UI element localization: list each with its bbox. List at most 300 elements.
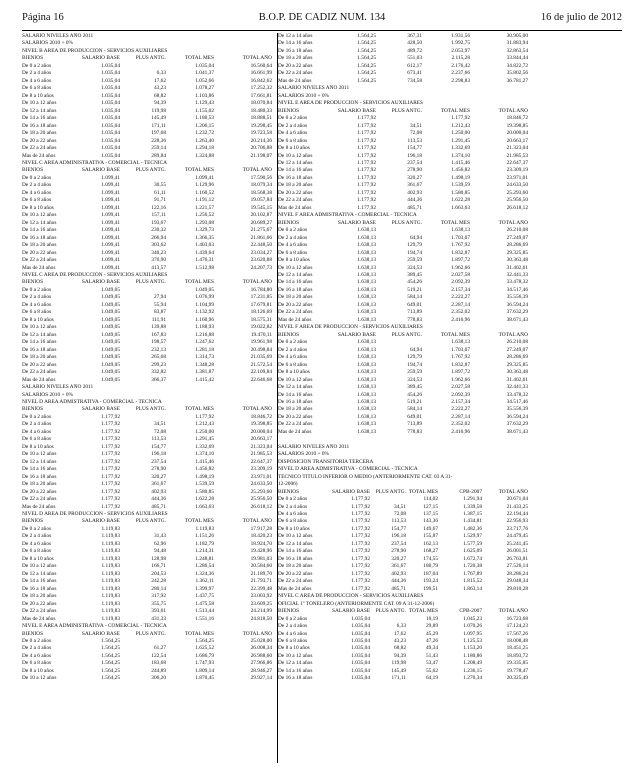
row-label: De 2 a 4 años bbox=[22, 294, 52, 301]
table-row bbox=[278, 518, 534, 525]
cell-value: PLUS ANTG. bbox=[135, 406, 166, 413]
cell-value: 94,39 bbox=[153, 100, 166, 107]
cell-value: 17.231,85 bbox=[250, 294, 272, 301]
table-row bbox=[278, 571, 534, 578]
cell-value: 1.177,92 bbox=[351, 518, 370, 525]
cell-value: 1.035,04 bbox=[101, 122, 120, 129]
cell-value: 278,90 bbox=[391, 548, 406, 555]
cell-value: 49,34 bbox=[425, 645, 438, 652]
table-row bbox=[22, 138, 278, 145]
cell-value: 32.441,33 bbox=[506, 384, 528, 391]
cell-value: 649,01 bbox=[407, 413, 422, 420]
table-row bbox=[278, 197, 534, 204]
cell-value: 266,94 bbox=[151, 234, 166, 241]
cell-value: 21.793,71 bbox=[250, 578, 272, 585]
cell-value: 21.275,67 bbox=[250, 227, 272, 234]
cell-value: 1.374,10 bbox=[451, 152, 470, 159]
table-header-row bbox=[278, 108, 534, 115]
cell-value: 324,53 bbox=[407, 376, 422, 383]
row-label: De 6 a 8 años bbox=[278, 637, 308, 644]
cell-value: 306,20 bbox=[151, 675, 166, 682]
table-row bbox=[22, 227, 278, 234]
row-label: De 12 a 14 años bbox=[22, 219, 57, 226]
table-row bbox=[22, 324, 278, 331]
cell-value: 37.632,29 bbox=[506, 421, 528, 428]
cell-value: 1.622,28 bbox=[451, 197, 470, 204]
cell-value: 1.125,53 bbox=[463, 637, 482, 644]
cell-value: 21.189,70 bbox=[250, 570, 272, 577]
cell-value: 317,92 bbox=[151, 593, 166, 600]
cell-value: TOTAL MES bbox=[184, 167, 214, 174]
cell-value: 1.286,54 bbox=[195, 563, 214, 570]
table-row bbox=[22, 675, 278, 682]
cell-value: 1.132,92 bbox=[195, 309, 214, 316]
cell-value: 1.387,15 bbox=[463, 511, 482, 517]
row-label: De 4 a 6 años bbox=[22, 301, 52, 308]
cell-value: 17,62 bbox=[393, 630, 406, 637]
cell-value: 1.498,19 bbox=[195, 473, 214, 480]
cell-value: 26.008,34 bbox=[250, 645, 272, 652]
cell-value: 51,43 bbox=[425, 652, 438, 659]
table-row bbox=[278, 302, 534, 309]
cell-value: 1.564,25 bbox=[101, 660, 120, 667]
table-row bbox=[22, 504, 278, 511]
cell-value: SALARIO BASE bbox=[337, 107, 376, 114]
cell-value: TOTAL MES bbox=[184, 55, 214, 62]
table-row bbox=[278, 205, 534, 212]
cell-value: 1.498,19 bbox=[451, 174, 470, 181]
row-label: BIENIOS bbox=[278, 331, 300, 338]
section-text: NIVEL E AREA DE PRODUCCION - SERVICIOS AUXILIARES bbox=[278, 100, 423, 107]
table-row bbox=[22, 302, 278, 309]
row-label: De 4 a 6 años bbox=[278, 630, 308, 637]
cell-value: 2.298,83 bbox=[451, 77, 470, 84]
cell-value: 17.679,81 bbox=[250, 301, 272, 308]
cell-value: 21.323,04 bbox=[250, 443, 272, 450]
cell-value: 1.212,43 bbox=[451, 122, 470, 129]
cell-value: 29.810,28 bbox=[506, 585, 528, 592]
cell-value: 2.237,66 bbox=[451, 70, 470, 77]
cell-value: 1.035,04 bbox=[101, 137, 120, 144]
table-row bbox=[22, 287, 278, 294]
cell-value: 1.809,14 bbox=[195, 667, 214, 674]
cell-value: PLUS ANTG. bbox=[135, 279, 166, 286]
cell-value: 1.049,05 bbox=[101, 369, 120, 376]
cell-value: 30,55 bbox=[153, 182, 166, 189]
cell-value: 20.689,27 bbox=[250, 219, 272, 226]
cell-value: 1.263,40 bbox=[195, 137, 214, 144]
text-line bbox=[278, 212, 534, 219]
table-row bbox=[278, 369, 534, 376]
cell-value: 1.177,92 bbox=[101, 451, 120, 458]
cell-value: 1.119,83 bbox=[101, 593, 120, 600]
cell-value: 1.214,31 bbox=[195, 548, 214, 555]
row-label: De 18 a 20 años bbox=[278, 55, 313, 62]
cell-value: 1.625,09 bbox=[463, 548, 482, 555]
table-row bbox=[22, 436, 278, 443]
table-row bbox=[278, 160, 534, 167]
cell-value: 21.198,07 bbox=[250, 152, 272, 159]
cell-value: 673,41 bbox=[407, 70, 422, 77]
cell-value: 1.564,25 bbox=[195, 637, 214, 644]
cell-value: TOTAL AÑO bbox=[498, 608, 528, 615]
table-row bbox=[22, 444, 278, 451]
cell-value: TOTAL AÑO bbox=[242, 630, 272, 637]
table-row bbox=[22, 459, 278, 466]
cell-value: 1.767,92 bbox=[451, 242, 470, 249]
cell-value: 17.124,23 bbox=[506, 623, 528, 630]
cell-value: 1.206,15 bbox=[195, 122, 214, 129]
cell-value: 18.451,25 bbox=[506, 645, 528, 652]
row-label: De 4 a 6 años bbox=[278, 242, 308, 249]
cell-value: 19.398,85 bbox=[506, 122, 528, 129]
cell-value: 119,98 bbox=[391, 660, 406, 667]
row-label: De 6 a 8 años bbox=[22, 85, 52, 92]
cell-value: 1.475,58 bbox=[195, 600, 214, 607]
cell-value: 303,62 bbox=[151, 242, 166, 249]
cell-value: 1.221,57 bbox=[195, 204, 214, 211]
table-row bbox=[22, 130, 278, 137]
row-label: De 6 a 8 años bbox=[22, 660, 52, 667]
cell-value: 27.966,86 bbox=[250, 660, 272, 667]
cell-value: 2.222,27 bbox=[451, 294, 470, 301]
row-label: De 10 a 12 años bbox=[22, 675, 57, 682]
cell-value: TOTAL AÑO bbox=[242, 279, 272, 286]
cell-value: 29.325,85 bbox=[506, 249, 528, 256]
table-header-row bbox=[278, 220, 534, 227]
cell-value: 20.584,60 bbox=[250, 563, 272, 570]
table-row bbox=[22, 205, 278, 212]
cell-value: 1.638,13 bbox=[357, 421, 376, 428]
cell-value: 26.001,51 bbox=[506, 548, 528, 555]
table-row bbox=[278, 623, 534, 630]
cell-value: 1.897,72 bbox=[451, 369, 470, 376]
cell-value: CPB-2007 bbox=[459, 608, 482, 615]
cell-value: 23.309,19 bbox=[506, 167, 528, 174]
row-label: De 8 a 10 años bbox=[278, 525, 310, 532]
table-row bbox=[22, 414, 278, 421]
cell-value: 194,74 bbox=[407, 361, 422, 368]
row-label: De 18 a 20 años bbox=[278, 563, 313, 570]
row-label: De 4 a 6 años bbox=[22, 652, 52, 659]
cell-value: 1.035,04 bbox=[351, 667, 370, 674]
cell-value: 23.609,25 bbox=[250, 600, 272, 607]
cell-value: TOTAL MES bbox=[184, 406, 214, 413]
cell-value: SALARIO BASE bbox=[81, 279, 120, 286]
cell-value: 30.363,48 bbox=[506, 257, 528, 264]
table-row bbox=[278, 167, 534, 174]
row-label: De 8 a 10 años bbox=[22, 92, 54, 99]
table-row bbox=[22, 496, 278, 503]
table-header-row bbox=[22, 406, 278, 413]
cell-value: 1.638,13 bbox=[357, 294, 376, 301]
table-row bbox=[22, 586, 278, 593]
cell-value: 34,51 bbox=[393, 503, 406, 510]
cell-value: 1.456,82 bbox=[451, 167, 470, 174]
row-label: De 22 a 24 años bbox=[22, 608, 57, 615]
cell-value: 1.177,92 bbox=[101, 488, 120, 495]
cell-value: 1.049,05 bbox=[195, 286, 214, 293]
table-row bbox=[278, 616, 534, 623]
cell-value: 1.897,72 bbox=[451, 257, 470, 264]
cell-value: 1.638,13 bbox=[357, 354, 376, 361]
table-row bbox=[278, 504, 534, 511]
cell-value: 1.962,66 bbox=[451, 376, 470, 383]
text-line bbox=[22, 40, 278, 47]
cell-value: 259,14 bbox=[151, 145, 166, 152]
row-label: De 6 a 8 años bbox=[278, 249, 308, 256]
cell-value: 584,14 bbox=[407, 406, 422, 413]
cell-value: 1.248,81 bbox=[195, 555, 214, 562]
row-label: Mas de 24 años bbox=[278, 204, 312, 211]
cell-value: 1.119,83 bbox=[101, 578, 120, 585]
text-line bbox=[278, 324, 534, 331]
cell-value: 361,67 bbox=[151, 481, 166, 488]
cell-value: 1.099,41 bbox=[101, 264, 120, 271]
section-text: SALARIO NIVELES AÑO 2011 bbox=[278, 443, 350, 450]
row-label: BIENIOS bbox=[278, 107, 300, 114]
cell-value: SALARIO BASE bbox=[81, 406, 120, 413]
cell-value: 196,18 bbox=[407, 152, 422, 159]
table-row bbox=[22, 362, 278, 369]
cell-value: 1.638,13 bbox=[451, 339, 470, 346]
row-label: De 12 a 14 años bbox=[278, 660, 313, 667]
cell-value: 1.119,83 bbox=[101, 615, 120, 622]
cell-value: 1.153,20 bbox=[463, 645, 482, 652]
right-column bbox=[278, 33, 534, 763]
cell-value: TOTAL AÑO bbox=[498, 107, 528, 114]
cell-value: 2.287,14 bbox=[451, 301, 470, 308]
cell-value: 1.437,75 bbox=[195, 593, 214, 600]
cell-value: 1.564,25 bbox=[101, 667, 120, 674]
cell-value: 485,71 bbox=[407, 204, 422, 211]
cell-value: TOTAL MES bbox=[184, 518, 214, 525]
cell-value: TOTAL MES bbox=[408, 488, 438, 495]
cell-value: 1.638,13 bbox=[357, 309, 376, 316]
row-label: De 6 a 8 años bbox=[22, 197, 52, 204]
table-row bbox=[22, 533, 278, 540]
table-row bbox=[22, 593, 278, 600]
cell-value: 64,94 bbox=[409, 346, 422, 353]
row-label: De 12 a 14 años bbox=[278, 384, 313, 391]
cell-value: 1.099,41 bbox=[195, 174, 214, 181]
row-label: De 6 a 8 años bbox=[22, 548, 52, 555]
cell-value: 1.049,05 bbox=[101, 339, 120, 346]
cell-value: 237,54 bbox=[151, 458, 166, 465]
cell-value: 454,26 bbox=[407, 279, 422, 286]
row-label: De 0 a 2 años bbox=[278, 115, 308, 122]
cell-value: 1.434,81 bbox=[463, 518, 482, 525]
row-label: De 18 a 20 años bbox=[22, 354, 57, 361]
cell-value: 1.324,36 bbox=[195, 570, 214, 577]
cell-value: 1.177,92 bbox=[101, 421, 120, 428]
cell-value: 1.049,05 bbox=[101, 316, 120, 323]
table-row bbox=[22, 660, 278, 667]
cell-value: 431,33 bbox=[151, 615, 166, 622]
cell-value: PLUS ANTG. bbox=[375, 488, 406, 495]
table-row bbox=[278, 257, 534, 264]
cell-value: 1.035,04 bbox=[351, 660, 370, 667]
cell-value: PLUS ANTG. bbox=[375, 608, 406, 615]
cell-value: 584,14 bbox=[407, 294, 422, 301]
table-row bbox=[22, 451, 278, 458]
cell-value: 35.556,39 bbox=[506, 294, 528, 301]
table-row bbox=[278, 294, 534, 301]
table-row bbox=[22, 578, 278, 585]
row-label: De 10 a 12 años bbox=[278, 264, 313, 271]
cell-value: 21.572,54 bbox=[250, 361, 272, 368]
row-label: Mas de 24 años bbox=[22, 264, 56, 271]
table-row bbox=[278, 563, 534, 570]
cell-value: 2.157,34 bbox=[451, 286, 470, 293]
row-label: De 0 a 2 años bbox=[22, 286, 52, 293]
cell-value: 259,59 bbox=[407, 257, 422, 264]
cell-value: 1.177,92 bbox=[101, 413, 120, 420]
cell-value: 21.035,69 bbox=[250, 354, 272, 361]
cell-value: 162,13 bbox=[423, 540, 438, 547]
cell-value: 127,15 bbox=[423, 503, 438, 510]
cell-value: 1.703,07 bbox=[451, 346, 470, 353]
cell-value: 34,51 bbox=[153, 421, 166, 428]
cell-value: 1.049,05 bbox=[101, 376, 120, 383]
cell-value: 194,74 bbox=[407, 249, 422, 256]
row-label: De 22 a 24 años bbox=[278, 70, 313, 77]
cell-value: 1.035,04 bbox=[101, 70, 120, 77]
cell-value: 1.622,28 bbox=[195, 496, 214, 503]
cell-value: 26.988,60 bbox=[250, 652, 272, 659]
cell-value: 1.188,93 bbox=[195, 324, 214, 331]
cell-value: 1.099,41 bbox=[101, 257, 120, 264]
table-row bbox=[278, 406, 534, 413]
cell-value: 1.270,34 bbox=[463, 675, 482, 682]
row-label: De 12 a 14 años bbox=[22, 107, 57, 114]
cell-value: 1.177,92 bbox=[351, 555, 370, 562]
table-row bbox=[278, 377, 534, 384]
cell-value: 1.099,41 bbox=[101, 249, 120, 256]
table-row bbox=[22, 608, 278, 615]
row-label: De 4 a 6 años bbox=[22, 189, 52, 196]
cell-value: 1.119,83 bbox=[101, 555, 120, 562]
row-label: De 0 a 2 años bbox=[278, 496, 308, 503]
cell-value: 444,36 bbox=[391, 578, 406, 585]
cell-value: 18.846,72 bbox=[506, 115, 528, 122]
cell-value: 1.035,04 bbox=[101, 145, 120, 152]
row-label: De 14 a 16 años bbox=[278, 40, 313, 47]
cell-value: 289,84 bbox=[151, 152, 166, 159]
cell-value: 1.638,13 bbox=[357, 376, 376, 383]
cell-value: 278,90 bbox=[151, 466, 166, 473]
cell-value: 26.618,12 bbox=[250, 503, 272, 510]
row-label: De 14 a 16 años bbox=[22, 578, 57, 585]
table-row bbox=[22, 653, 278, 660]
cell-value: 1.564,25 bbox=[357, 55, 376, 62]
row-label: Mas de 24 años bbox=[22, 376, 56, 383]
row-label: De 14 a 16 años bbox=[278, 667, 313, 674]
cell-value: 16.723,68 bbox=[506, 615, 528, 622]
row-label: De 8 a 10 años bbox=[22, 555, 54, 562]
row-label: De 2 a 4 años bbox=[278, 234, 308, 241]
cell-value: 1.580,85 bbox=[195, 488, 214, 495]
cell-value: 122,16 bbox=[151, 204, 166, 211]
cell-value: TOTAL AÑO bbox=[498, 488, 528, 495]
cell-value: 22.448,50 bbox=[250, 242, 272, 249]
cell-value: 171,11 bbox=[391, 675, 406, 682]
cell-value: 454,26 bbox=[407, 391, 422, 398]
table-header-row bbox=[22, 55, 278, 62]
table-row bbox=[278, 317, 534, 324]
table-row bbox=[22, 616, 278, 623]
row-label: BIENIOS bbox=[22, 55, 44, 62]
cell-value: 1.638,13 bbox=[357, 279, 376, 286]
cell-value: 734,58 bbox=[407, 77, 422, 84]
cell-value: 402,93 bbox=[407, 189, 422, 196]
cell-value: PLUS ANTG. bbox=[391, 107, 422, 114]
row-label: De 4 a 6 años bbox=[22, 428, 52, 435]
text-line bbox=[278, 436, 534, 443]
cell-value: 27.249,07 bbox=[506, 234, 528, 241]
cell-value: 1.291,94 bbox=[463, 496, 482, 503]
row-label: De 22 a 24 años bbox=[278, 309, 313, 316]
row-label: De 22 a 24 años bbox=[278, 578, 313, 585]
cell-value: 2.115,28 bbox=[451, 55, 470, 62]
cell-value: 20.000,04 bbox=[506, 130, 528, 137]
row-label: De 20 a 22 años bbox=[22, 600, 57, 607]
cell-value: 1.539,59 bbox=[195, 481, 214, 488]
cell-value: 23.620,88 bbox=[250, 257, 272, 264]
cell-value: 1.324,88 bbox=[195, 152, 214, 159]
cell-value: 1.638,13 bbox=[357, 398, 376, 405]
section-text: NIVEL C AREA DE PRODUCCION - SERVICIOS AUXILIARES bbox=[278, 593, 424, 600]
cell-value: 1.177,92 bbox=[357, 159, 376, 166]
row-label: De 20 a 22 años bbox=[278, 301, 313, 308]
cell-value: 21.861,66 bbox=[250, 234, 272, 241]
text-line bbox=[278, 93, 534, 100]
cell-value: 34.822,72 bbox=[506, 62, 528, 69]
text-line bbox=[278, 593, 534, 600]
text-line bbox=[278, 466, 534, 473]
cell-value: 1.099,41 bbox=[101, 212, 120, 219]
cell-value: 198,57 bbox=[151, 339, 166, 346]
cell-value: 713,89 bbox=[407, 309, 422, 316]
table-row bbox=[278, 272, 534, 279]
cell-value: 1.099,41 bbox=[101, 197, 120, 204]
cell-value: 1.177,92 bbox=[101, 436, 120, 443]
cell-value: 1.035,04 bbox=[351, 623, 370, 630]
table-row bbox=[22, 601, 278, 608]
cell-value: 31.402,61 bbox=[506, 264, 528, 271]
table-row bbox=[22, 638, 278, 645]
cell-value: 197,68 bbox=[151, 130, 166, 137]
table-header-row bbox=[278, 332, 534, 339]
table-row bbox=[278, 668, 534, 675]
row-label: De 16 a 18 años bbox=[278, 555, 313, 562]
cell-value: 1.160,52 bbox=[195, 189, 214, 196]
table-row bbox=[278, 235, 534, 242]
table-row bbox=[278, 265, 534, 272]
cell-value: 196,18 bbox=[391, 533, 406, 540]
row-label: De 18 a 20 años bbox=[22, 593, 57, 600]
cell-value: 53,47 bbox=[425, 660, 438, 667]
row-label: De 6 a 8 años bbox=[22, 436, 52, 443]
cell-value: 47,26 bbox=[425, 637, 438, 644]
cell-value: 1.049,05 bbox=[101, 294, 120, 301]
row-label: Mas de 24 años bbox=[278, 77, 312, 84]
cell-value: 1.119,83 bbox=[101, 600, 120, 607]
cell-value: 18.846,72 bbox=[250, 413, 272, 420]
cell-value: 22.647,37 bbox=[250, 458, 272, 465]
cell-value: 1.177,92 bbox=[101, 428, 120, 435]
cell-value: 2.287,14 bbox=[451, 413, 470, 420]
